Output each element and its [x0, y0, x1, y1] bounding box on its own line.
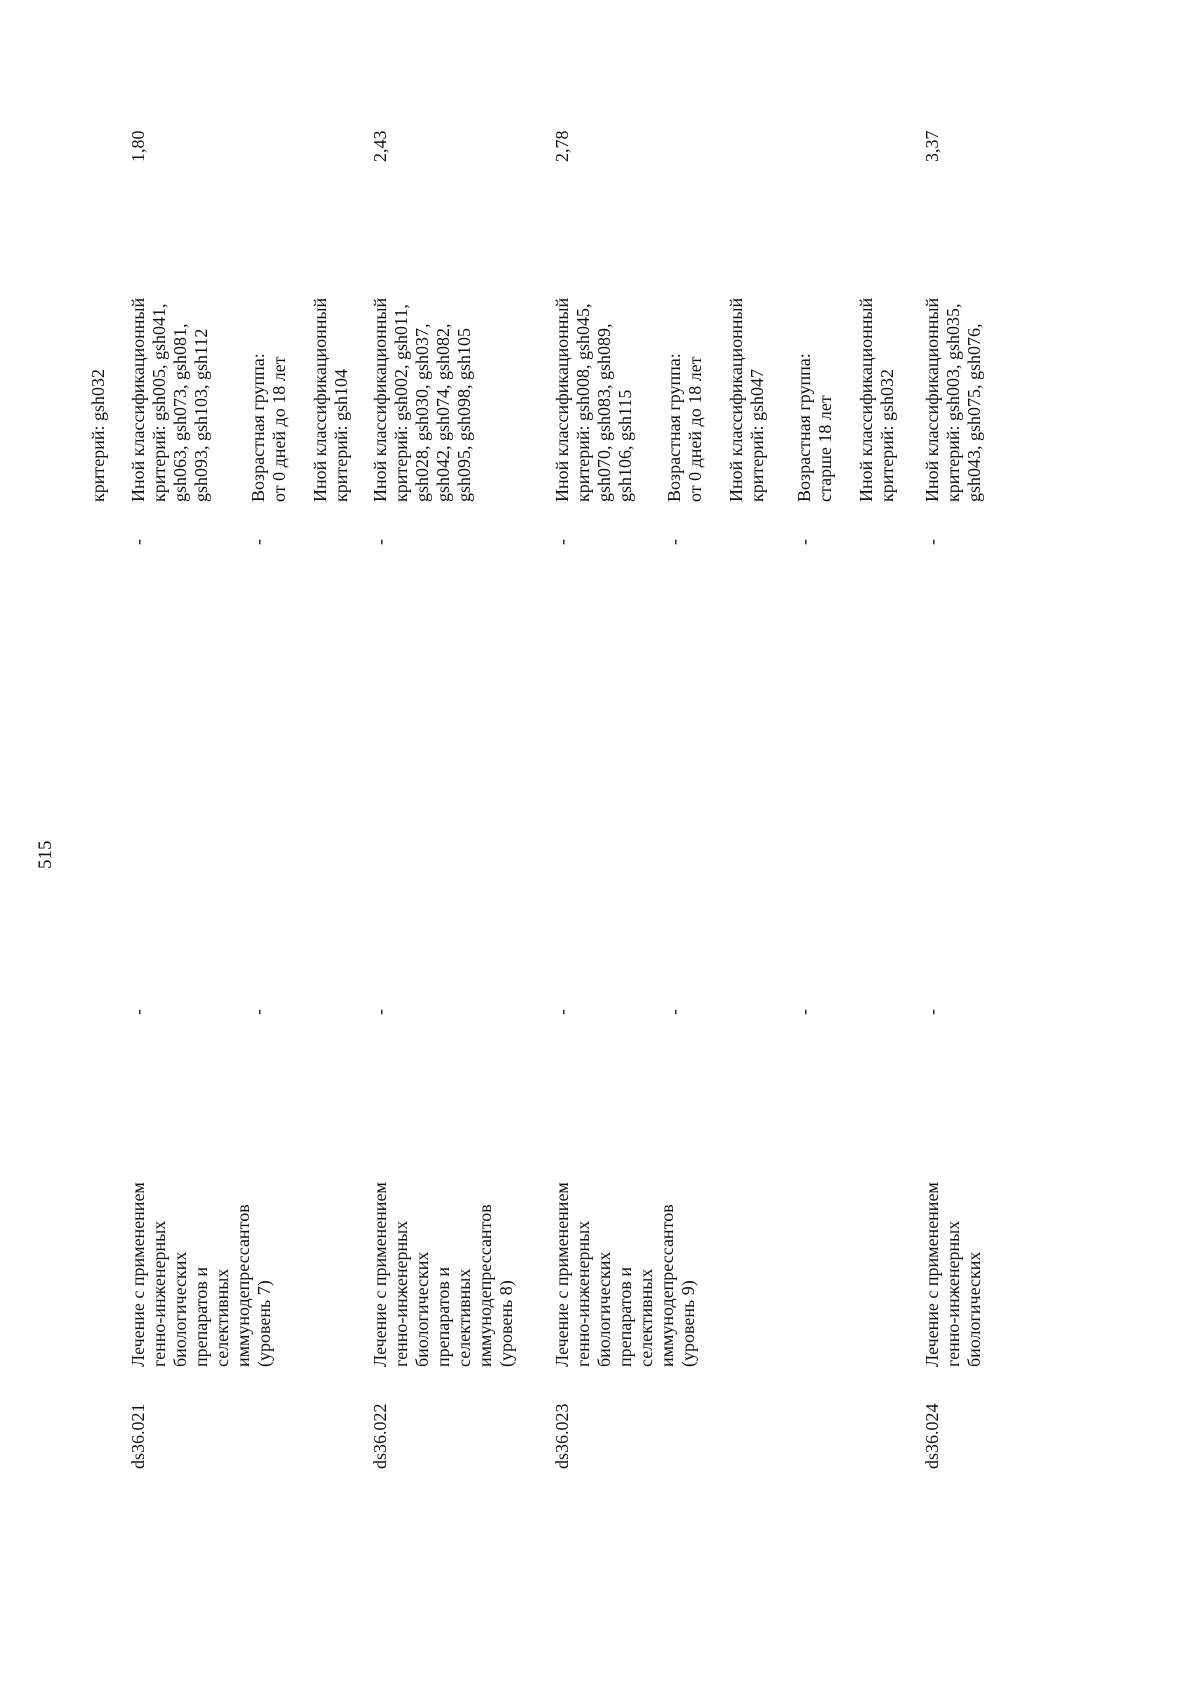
- row-dash-b: -: [794, 539, 814, 545]
- row-name: Лечение с применением генно-инженерных биологических препаратов и селективных иммунодепрессантов (уровень 8): [370, 1182, 516, 1367]
- row-criterion: Иной классификационный критерий: gsh002, gsh011, gsh028, gsh030, gsh037, gsh042, gsh074, gsh082, gsh095, gsh098, gsh105: [370, 297, 474, 502]
- row-criterion: Иной классификационный критерий: gsh005, gsh041, gsh063, gsh073, gsh081, gsh093, gsh103, gsh112: [128, 297, 211, 502]
- row-name: Лечение с применением генно-инженерных биологических: [922, 1182, 984, 1367]
- row-code: ds36.024: [922, 1403, 942, 1469]
- row-dash-a: -: [248, 1009, 268, 1015]
- row-coefficient: 3,37: [922, 130, 942, 162]
- row-criterion: Возрастная группа: старше 18 лет: [794, 353, 835, 502]
- row-dash-b: -: [248, 539, 268, 545]
- row-criterion: Иной классификационный критерий: gsh104: [310, 297, 351, 502]
- row-dash-b: -: [664, 539, 684, 545]
- row-dash-b: -: [128, 539, 148, 545]
- row-dash-a: -: [794, 1009, 814, 1015]
- row-name: Лечение с применением генно-инженерных биологических препаратов и селективных иммунодепрессантов (уровень 9): [552, 1182, 698, 1367]
- row-criterion: Иной классификационный критерий: gsh032: [856, 297, 897, 502]
- row-code: ds36.021: [128, 1403, 148, 1469]
- row-criterion: Иной классификационный критерий: gsh047: [726, 297, 767, 502]
- row-dash-b: -: [922, 539, 942, 545]
- row-name: Лечение с применением генно-инженерных биологических препаратов и селективных иммунодепрессантов (уровень 7): [128, 1182, 274, 1367]
- row-code: ds36.023: [552, 1403, 572, 1469]
- row-criterion: Иной классификационный критерий: gsh008, gsh045, gsh070, gsh083, gsh089, gsh106, gsh115: [552, 297, 635, 502]
- row-criterion: Возрастная группа: от 0 дней до 18 лет: [248, 353, 289, 502]
- row-dash-a: -: [552, 1009, 572, 1015]
- row-dash-b: -: [370, 539, 390, 545]
- row-criterion: Иной классификационный критерий: gsh003, gsh035, gsh043, gsh075, gsh076,: [922, 297, 984, 502]
- row-coefficient: 2,43: [370, 130, 390, 162]
- criterion-continuation: критерий: gsh032: [88, 368, 108, 502]
- row-dash-a: -: [664, 1009, 684, 1015]
- row-coefficient: 2,78: [552, 130, 572, 162]
- page-number: 515: [35, 840, 56, 869]
- row-criterion: Возрастная группа: от 0 дней до 18 лет: [664, 353, 705, 502]
- row-dash-a: -: [128, 1009, 148, 1015]
- row-dash-a: -: [370, 1009, 390, 1015]
- row-code: ds36.022: [370, 1403, 390, 1469]
- row-dash-a: -: [922, 1009, 942, 1015]
- row-coefficient: 1,80: [128, 130, 148, 162]
- row-dash-b: -: [552, 539, 572, 545]
